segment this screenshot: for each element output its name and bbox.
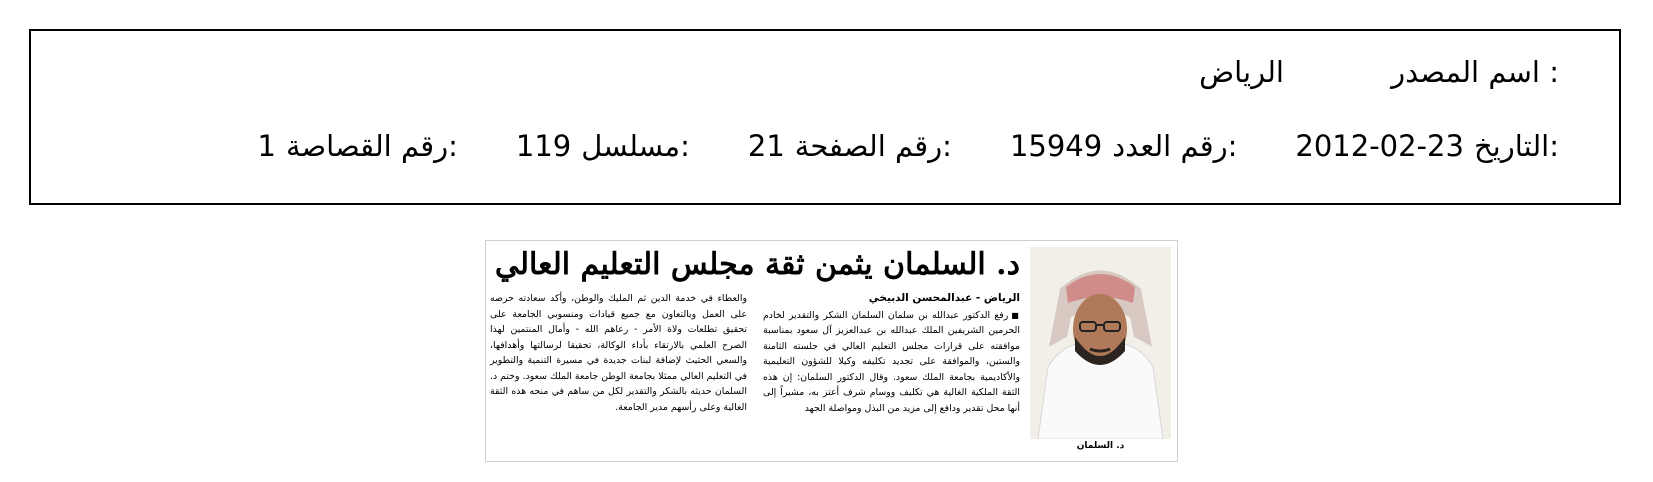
serial-field: [516, 129, 690, 163]
article-column-left: [490, 291, 747, 416]
clipping-number-label: رقم القصاصة:: [286, 129, 458, 163]
serial-label: مسلسل:: [581, 129, 690, 163]
portrait-photo: [1030, 247, 1171, 439]
page-number-field: [748, 129, 952, 163]
bullet-square-icon: ■: [1011, 310, 1020, 320]
serial-value: 119: [515, 129, 572, 163]
source-row: [1199, 55, 1559, 89]
newspaper-clipping: [485, 240, 1178, 462]
article-column-right-text: رفع الدكتور عبدالله بن سلمان السلمان الشكر والتقدير لخادم الحرمين الشريفين الملك عبدالله بن عبدالعزيز آل سعود بمناسبة موافقته على قرارات مجلس التعليم العالي في جلسته الثامنة والستين، والموافقة على تجديد تكليفه وكيلا للشؤون التعليمية والأكاديمية بجامعة الملك سعود. وقال الدكتور السلمان: إن هذه الثقة الملكية الغالية هي تكليف ووسام شرف أعتز به، مشيراً إلى أنها محل تقدير ودافع إلى مزيد من البذل ومواصلة الجهد: [763, 309, 1020, 414]
article-column-left-text: والعطاء في خدمة الدين ثم المليك والوطن، وأكد سعادته حرصه على العمل وبالتعاون مع جميع قيادات ومنسوبي الجامعة على تحقيق تطلعات ولاة الأمر - رعاهم الله - وأمال المنتمين لهذا الصرح العلمي بالارتقاء بأداء الوكالة، تحقيقا لرسالتها وأهدافها، والسعي الحثيث لإضافة لبنات جديدة في مسيرة التنمية والتطوير في التعليم العالي ممثلا بجامعة الوطن جامعة الملك سعود. وختم د. السلمان حديثه بالشكر والتقدير لكل من ساهم في منحه هذه الثقة الغالية وعلى رأسهم مدير الجامعة.: [490, 293, 747, 413]
article-headline: د. السلمان يثمن ثقة مجلس التعليم العالي: [494, 247, 1020, 282]
issue-number-field: [1010, 129, 1237, 163]
metadata-header-box: [29, 29, 1621, 205]
clipping-number-field: [258, 129, 458, 163]
page-number-value: 21: [747, 129, 785, 163]
article-byline: الرياض - عبدالمحسن الدبيخي: [868, 292, 1020, 304]
issue-number-value: 15949: [1009, 129, 1103, 163]
date-value: 2012-02-23: [1295, 129, 1464, 163]
source-label: اسم المصدر :: [1391, 55, 1559, 89]
date-field: [1295, 129, 1559, 163]
metadata-row: [258, 129, 1559, 163]
article-body: [490, 291, 1020, 416]
page-number-label: رقم الصفحة:: [794, 129, 952, 163]
source-value: الرياض: [1199, 55, 1284, 89]
issue-number-label: رقم العدد:: [1112, 129, 1238, 163]
clipping-number-value: 1: [257, 129, 276, 163]
date-label: التاريخ:: [1473, 129, 1559, 163]
article-column-right: [763, 291, 1020, 416]
photo-caption: د. السلمان: [1076, 441, 1125, 451]
